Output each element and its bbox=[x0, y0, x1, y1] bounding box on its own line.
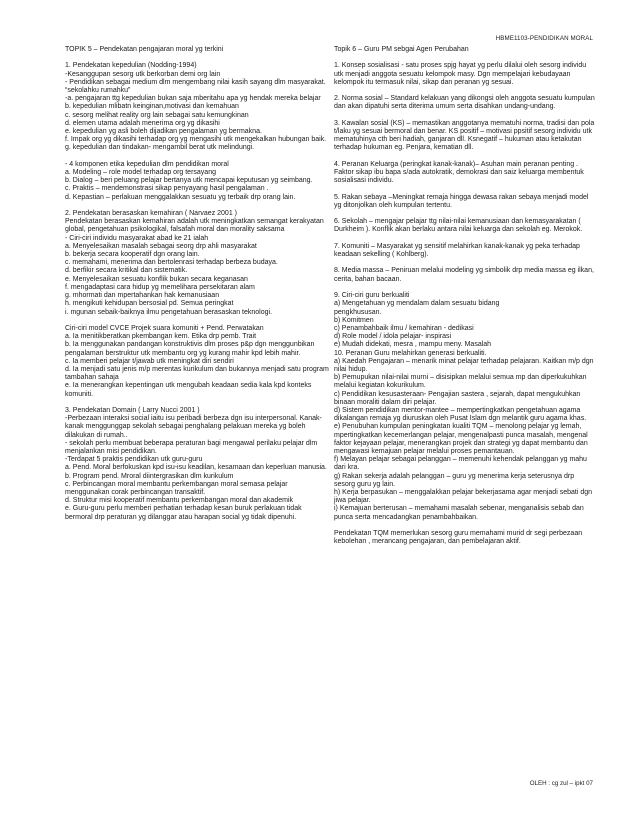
left-column-text: TOPIK 5 – Pendekatan pengajaran moral yg terkini 1. Pendekatan kepedulian (Nodding-1994) -Kesanggupan sesorg utk berkorban demi org lain - Pendidikan sebagai medium dlm mengembang nilai kasih sayang dlm masyarakat. “sekolahku rumahku” -a. pengajaran ttg kepedulian bukan saja mberitahu apa yg hendak mereka belajar b. kepedulian mlibatn keinginan,motivasi dan kemahuan c. sesorg melihat reality org lain sebagai satu kemungkinan d. elemen utama adalah menerima org yg dikasihi e. kepedulian yg asli boleh dijadikan pengalaman yg bermakna. f. Impak org yg dikasihi terhadap org yg mengasihi utk mengekalkan hubungan baik. g. kepedulian dan tindakan- mengambil berat utk melindungi. - 4 komponen etika kepedulian dlm pendidikan moral a. Modeling – role model terhadap org tersayang b. Dialog – beri peluang pelajar bertanya utk mencapai keputusan yg seimbang. c. Praktis – mendemonstrasi sikap penyayang hasil pengalaman . d. Kepastian – perlakuan menggalakkan sesuatu yg terbaik drp orang lain. 2. Pendekatan berasaskan kemahiran ( Narvaez 2001 ) Pendekatan berasaskan kemahiran adalah utk meningkatkan semangat kerakyatan global, pengetahuan psikologikal, falsafah moral dan morality saksama - Ciri-ciri individu masyarakat abad ke 21 ialah a. Menyelesaikan masalah sebagai seorg drp ahli masyarakat b. bekerja secara kooperatif dgn orang lain. c. memahami, menerima dan bertolenrasi terhadap berbeza budaya. d. berfikir secara kritikal dan sistematik. e. Menyelesaikan sesuatu konflik bukan secara keganasan f. mengadaptasi cara hidup yg memelihara persekitaran alam g. mhormati dan mpertahankan hak kemanusiaan h. mengikuti kehidupan bersosial pd. Semua peringkat i. mgunan sebaik-baiknya ilmu pengetahuan berasaskan teknologi. Ciri-ciri model CVCE Projek suara komuniti + Pend. Perwatakan a. Ia menitikberatkan pkembangan kem. Etika drp pemb. Trait b. Ia menggunakan pandangan konstruktivis dlm proses p&p dgn menggunbikan pengalaman berstruktur utk membantu org yg kurang mahir kpd lebih mahir. c. Ia memberi pelajar t/jawab utk meningkat diri sendiri d. Ia menjadi satu jenis m/p merentas kurikulum dan bukannya menjadi satu program tambahan sahaja e. Ia menerangkan kepentingan utk mengubah keadaan sedia kala kpd konteks komuniti. 3. Pendekatan Domain ( Larry Nucci 2001 ) -Perbezaan interaksi social iaitu isu peribadi berbeza dgn isu interpersonal. Kanak-kanak menggunggap sekolah sebagai penghalang pelakuan mereka yg boleh dilakukan di rumah.. - sekolah perlu membuat beberapa peraturan bagi mengawal perilaku pelajar dlm menjalankan misi pendidikan. -Terdapat 5 praktis pendidikan utk guru-guru a. Pend. Moral berfokuskan kpd isu-isu keadilan, kesamaan dan keperluan manusia. b. Program pend. Mroral diintergrasikan dlm kurikulum c. Perbincangan moral membantu perkembangan moral semasa pelajar menggunakan corak perbincangan transaktif. d. Struktur misi kooperatif membantu perkembangan moral dan akademik e. Guru-guru perlu memberi perhatian terhadap kesan buruk perlakuan tidak bermoral drp peraturan yg dilanggar atau harapan social yg tidak dipenuhi. bbox=[65, 46, 329, 521]
right-column-text: Topik 6 – Guru PM sebgai Agen Perubahan 1. Konsep sosialisasi - satu proses spjg hayat yg perlu dilalui oleh sesorg individu utk menjadi anggota sesuatu kelompok masy. Dgn mempelajari kebudayaan kelompok itu termasuk nilai, sikap dan peranan yg sesuai. 2. Norma sosial – Standard kelakuan yang dikongsi oleh anggota sesuatu kumpulan dan akan dipatuhi serta diterima umum serta disahkan undang-undang. 3. Kawalan sosial (KS) – memastikan anggotanya mematuhi norma, tradisi dan pola t/laku yg sesuai bermoral dan benar. KS positif – motivasi ppsitif sesorg individu utk mematuhinya cth beri hadiah, ganjaran dll. Ksnegatif – hukuman atau ketakutan terhadap hukuman eg. Penjara, kematian dll. 4. Peranan Keluarga (peringkat kanak-kanak)– Asuhan main peranan penting . Faktor sikap ibu bapa s/ada autokratik, demokrasi dan saiz keluarga membentuk sosialisasi individu. 5. Rakan sebaya –Meningkat remaja hingga dewasa rakan sebaya menjadi model yg ditonjolkan oleh kumpulan tertentu. 6. Sekolah – mengajar pelajar ttg nilai-nilai kemanusiaan dan kemasyarakatan ( Durkheim ). Konflik akan berlaku antara nilai keluarga dan sekolah eg. Merokok. 7. Komuniti – Masyarakat yg sensitif melahirkan kanak-kanak yg peka terhadap keadaan sekelling ( Kohlberg). 8. Media massa – Peniruan melalui modeling yg simbolik drp media massa eg ilkan, cerita, bahan bacaan. 9. Ciri-ciri guru berkualiti a) Mengetahuan yg mendalam dalam sesuatu bidang pengkhususan. b) Komitmen c) Penambahbaik ilmu / kemahiran - dedikasi d) Role model / idola pelajar- inspirasi e) Mudah didekati, mesra , mampu meny. Masalah 10. Peranan Guru melahirkan generasi berkualiti. a) Kaedah Pengajaran – menarik minat pelajar terhadap pelajaran. Kaitkan m/p dgn nilai hidup. b) Pemupukan nilai-nilai murni – disisipkan melalui semua mp dan diperkukuhkan melalui kegiatan kokurikulum. c) Pendidikan kesusasteraan- Pengajian sastera , sejarah, dapat mengukuhkan binaan moraliti dalam diri pelajar. d) Sistem pendidikan mentor-mantee – mempertingkatkan pengetahuan agama dikalangan remaja yg diuruskan oleh Pusat Islam dgn melantik guru agama khas. e) Penubuhan kumpulan peningkatan kualiti TQM – menolong pelajar yg lemah, mpertingkatkan kecemerlangan pelajar, mengenalpasti punca masalah, mengenal faktor kejayaan pelajar, menerangkan projek dan strategi yg dapat membantu dan mengawasi kemajuan pelajar melalui proses pemantauan. f) Melayan pelajar sebagai pelanggan – memenuhi kehendak pelanggan yg mahu dari kra. g) Rakan sekerja adalah pelanggan – guru yg menerima kerja seterusnya drp sesorg guru yg lain. h) Kerja berpasukan – menggalakkan pelajar bekerjasama agar menjadi sebati dgn jiwa pelajar. i) Kemajuan berterusan – memahami masalah sebenar, menganalisis sebab dan punca serta mencadangkan penambahbaikan. Pendekatan TQM memerlukan sesorg guru memahami murid dr segi perbezaan kebolehan , merancang pengajaran, dan pembelajaran aktif. bbox=[334, 46, 595, 546]
footer-credit: OLEH : cg zul – ipkt 07 bbox=[529, 780, 593, 787]
course-header: HBME1103-PENDIDIKAN MORAL bbox=[495, 35, 593, 42]
